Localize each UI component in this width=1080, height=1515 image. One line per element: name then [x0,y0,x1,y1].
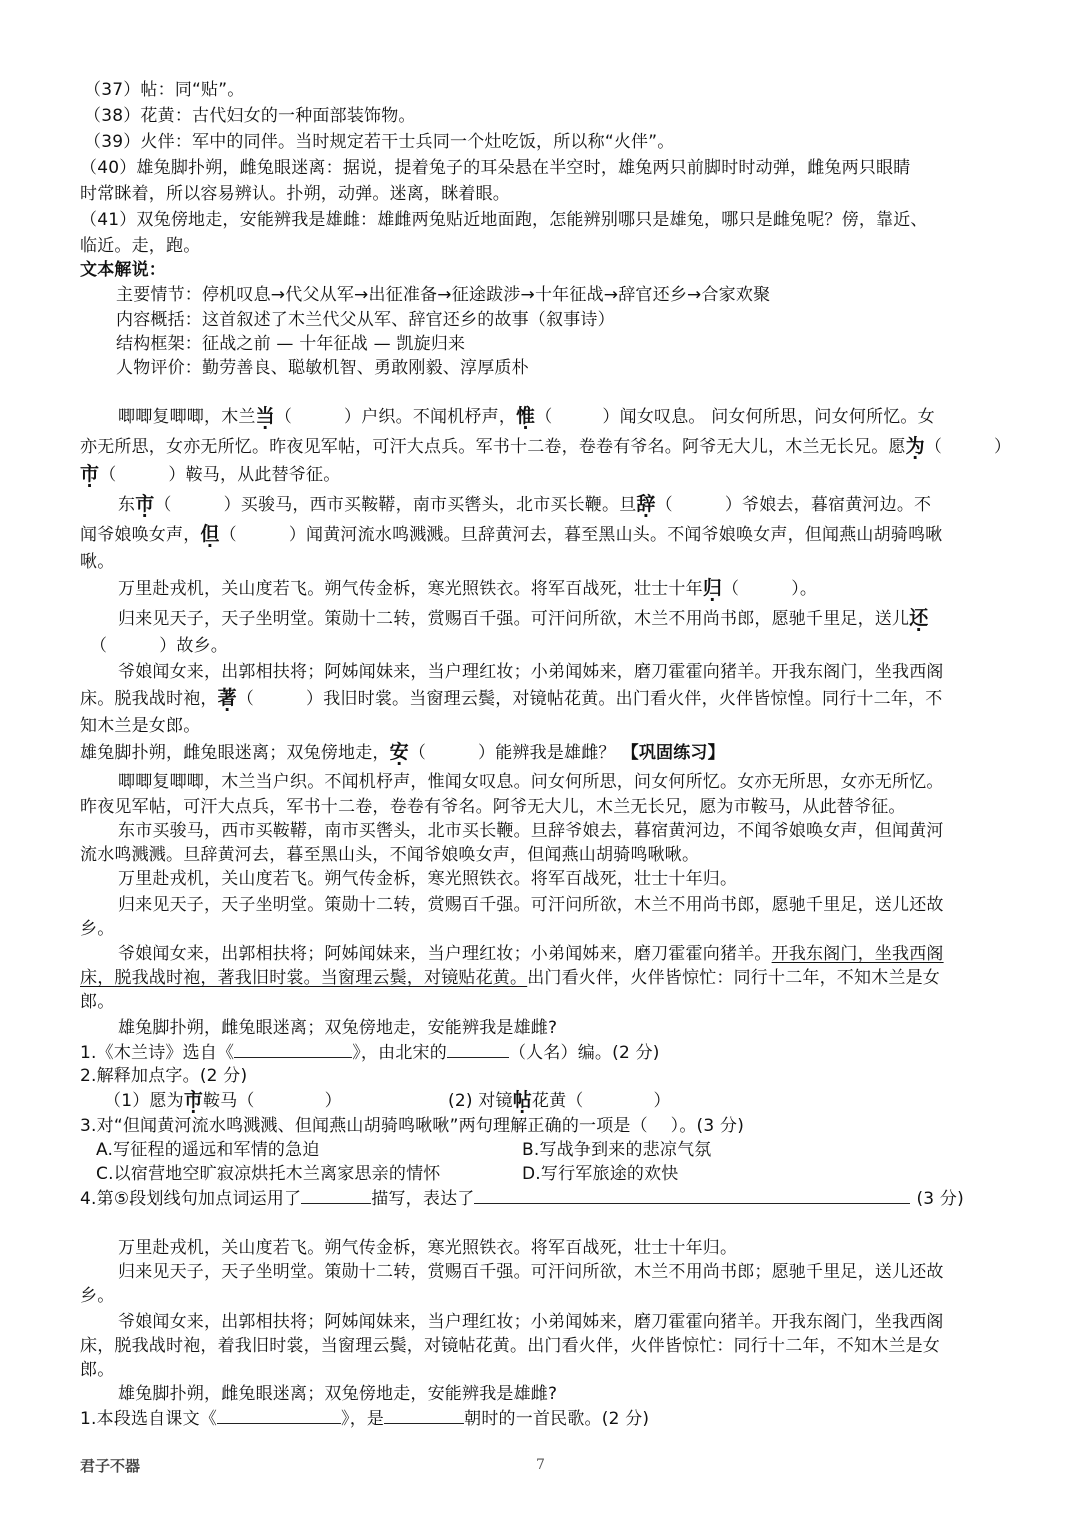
footer-motto: 君子不器 [80,1457,141,1475]
dotted-char: 当 [255,405,275,427]
practice-line-9: 床，脱我战时袍，著我旧时裳。当窗理云鬓，对镜贴花黄。出门看火伴，火伴皆惊忙：同行十二年，不知木兰是女 [80,968,941,988]
note-41: （41）双兔傍地走，安能辨我是雄雌：雄雌两兔贴近地面跑，怎能辨别哪只是雄兔，哪只是雌兔呢？傍，靠近、 [80,210,928,230]
fill-line-13: 雄兔脚扑朔，雌兔眼迷离；双兔傍地走，安（ ）能辨我是雄雌？ 【巩固练习】 [80,741,725,763]
dotted-char: 归 [702,577,723,599]
fill-line-8: 归来见天子，天子坐明堂。策勋十二转，赏赐百千强。可汗问所欲，木兰不用尚书郎，愿驰千里足，送儿还 [118,607,929,629]
question-2-2: (2) 对镜帖花黄（ ） [448,1089,671,1111]
dotted-char: 为 [905,435,925,457]
fill-line-2: 亦无所思，女亦无所忆。昨夜见军帖，可汗大点兵。军书十二卷，卷卷有爷名。阿爷无大儿，木兰无长兄。愿为（ ） [80,435,1012,457]
answer-blank[interactable] [384,1406,464,1424]
answer-blank[interactable] [447,1040,509,1058]
option-a[interactable]: A.写征程的遥远和军情的急迫 [96,1140,320,1160]
second-line-7: 雄兔脚扑朔，雌兔眼迷离；双兔傍地走，安能辨我是雄雌? [118,1384,558,1404]
option-b[interactable]: B.写战争到来的悲凉气氛 [522,1140,712,1160]
practice-line-2: 昨夜见军帖，可汗大点兵，军书十二卷，卷卷有爷名。阿爷无大儿，木兰无长兄，愿为市鞍马，从此替爷征。 [80,797,906,817]
dotted-char: 市 [80,463,100,485]
second-line-1: 万里赴戎机，关山度若飞。朔气传金柝，寒光照铁衣。将军百战死，壮士十年归。 [118,1238,738,1258]
note-37: （37）帖：同“贴”。 [84,80,245,100]
page-number: 7 [536,1457,545,1473]
option-c[interactable]: C.以宿营地空旷寂凉烘托木兰离家思亲的情怀 [96,1164,441,1184]
practice-line-3: 东市买骏马，西市买鞍鞯，南市买辔头，北市买长鞭。旦辞爷娘去，暮宿黄河边，不闻爷娘唤女声，但闻黄河 [118,821,944,841]
second-question-1: 1.本段选自课文《 》，是 朝时的一首民歌。(2 分) [80,1406,649,1431]
underlined-sentence: 床，脱我战时袍，著我旧时裳。当窗理云鬓，对镜贴花黄。 [80,968,528,988]
analysis-structure: 结构框架：征战之前 — 十年征战 — 凯旋归来 [116,334,466,354]
question-4: 4.第⑤段划线句加点词运用了 描写，表达了 (3 分) [80,1186,964,1211]
note-40: （40）雄兔脚扑朔，雌兔眼迷离：据说，提着兔子的耳朵悬在半空时，雄兔两只前脚时时动弹，雌兔两只眼睛 [80,158,911,178]
fill-line-12: 知木兰是女郎。 [80,716,201,736]
practice-line-6: 归来见天子，天子坐明堂。策勋十二转，赏赐百千强。可汗问所欲，木兰不用尚书郎，愿驰千里足，送儿还故 [118,895,944,915]
fill-line-3: 市（ ）鞍马，从此替爷征。 [80,463,341,485]
second-line-2: 归来见天子，天子坐明堂。策勋十二转，赏赐百千强。可汗问所欲，木兰不用尚书郎；愿驰千里足，送儿还故 [118,1262,944,1282]
practice-line-4: 流水鸣溅溅。旦辞黄河去，暮至黑山头，不闻爷娘唤女声，但闻燕山胡骑鸣啾啾。 [80,845,700,865]
answer-blank[interactable] [217,1406,341,1424]
option-d[interactable]: D.写行军旅途的欢快 [522,1164,679,1184]
question-2-1: （1）愿为市鞍马（ ） [104,1089,342,1111]
note-38: （38）花黄：古代妇女的一种面部装饰物。 [84,106,416,126]
dotted-char: 辞 [636,493,656,515]
fill-line-1: 唧唧复唧唧，木兰当（ ）户织。不闻机杼声，惟（ ）闻女叹息。 问女何所思，问女何所忆。女 [118,405,935,427]
dotted-char: 帖 [512,1089,532,1111]
question-2: 2.解释加点字。(2 分) [80,1066,248,1086]
dotted-char: 著 [217,687,237,709]
dotted-char: 市 [135,493,155,515]
fill-line-11: 床。脱我战时袍，著（ ）我旧时裳。当窗理云鬓，对镜帖花黄。出门看火伴，火伴皆惊惶。同行十二年，不 [80,687,943,709]
fill-line-5: 闻爷娘唤女声，但（ ）闻黄河流水鸣溅溅。旦辞黄河去，暮至黑山头。不闻爷娘唤女声，但闻燕山胡骑鸣啾 [80,523,943,545]
practice-line-11: 雄兔脚扑朔，雌兔眼迷离；双兔傍地走，安能辨我是雄雌? [118,1018,558,1038]
practice-heading: 【巩固练习】 [621,743,725,763]
dotted-char: 但 [200,523,220,545]
answer-blank[interactable] [301,1186,371,1204]
note-39: （39）火伴：军中的同伴。当时规定若干士兵同一个灶吃饭，所以称“火伴”。 [84,132,675,152]
analysis-plot: 主要情节：停机叹息→代父从军→出征准备→征途跋涉→十年征战→辞官还乡→合家欢聚 [116,285,771,305]
fill-line-7: 万里赴戎机，关山度若飞。朔气传金柝，寒光照铁衣。将军百战死，壮士十年归（ ）。 [118,577,818,599]
practice-line-7: 乡。 [80,919,115,939]
practice-line-10: 郎。 [80,992,115,1012]
analysis-summary: 内容概括：这首叙述了木兰代父从军、辞官还乡的故事（叙事诗） [116,310,615,330]
fill-line-4: 东市（ ）买骏马，西市买鞍鞯，南市买辔头，北市买长鞭。旦辞（ ）爷娘去，暮宿黄河边。不 [118,493,932,515]
fill-line-9: （ ）故乡。 [90,636,229,656]
second-line-3: 乡。 [80,1286,115,1306]
analysis-character: 人物评价：勤劳善良、聪敏机智、勇敢刚毅、淳厚质朴 [116,358,529,378]
answer-blank[interactable] [474,1186,910,1204]
dotted-char: 还 [909,607,929,629]
dotted-char: 市 [183,1089,204,1111]
second-line-5: 床，脱我战时袍，着我旧时裳，当窗理云鬓，对镜帖花黄。出门看火伴，火伴皆惊忙：同行十二年，不知木兰是女 [80,1336,940,1356]
note-40-cont: 时常眯着，所以容易辨认。扑朔，动弹。迷离，眯着眼。 [80,184,510,204]
underlined-sentence: 开我东阁门，坐我西阁 [771,944,944,964]
fill-line-10: 爷娘闻女来，出郭相扶将；阿姊闻妹来，当户理红妆；小弟闻姊来，磨刀霍霍向猪羊。开我东阁门，坐我西阁 [118,662,944,682]
second-line-6: 郎。 [80,1360,115,1380]
question-3: 3.对“但闻黄河流水鸣溅溅、但闻燕山胡骑鸣啾啾”两句理解正确的一项是（ ）。(3 分) [80,1116,745,1136]
dotted-char: 安 [389,741,409,763]
fill-line-6: 啾。 [80,552,115,572]
note-41-cont: 临近。走，跑。 [80,236,201,256]
second-line-4: 爷娘闻女来，出郭相扶将；阿姊闻妹来，当户理红妆；小弟闻姊来，磨刀霍霍向猪羊。开我东阁门，坐我西阁 [118,1312,944,1332]
question-1: 1.《木兰诗》选自《 》，由北宋的 （人名）编。(2 分) [80,1040,660,1065]
practice-line-8: 爷娘闻女来，出郭相扶将；阿姊闻妹来，当户理红妆；小弟闻姊来，磨刀霍霍向猪羊。开我东阁门，坐我西阁 [118,944,944,964]
dotted-char: 惟 [516,405,536,427]
practice-line-1: 唧唧复唧唧，木兰当户织。不闻机杼声，惟闻女叹息。问女何所思，问女何所忆。女亦无所思，女亦无所忆。 [118,772,944,792]
answer-blank[interactable] [234,1040,352,1058]
analysis-heading: 文本解说： [80,260,166,280]
practice-line-5: 万里赴戎机，关山度若飞。朔气传金柝，寒光照铁衣。将军百战死，壮士十年归。 [118,869,738,889]
